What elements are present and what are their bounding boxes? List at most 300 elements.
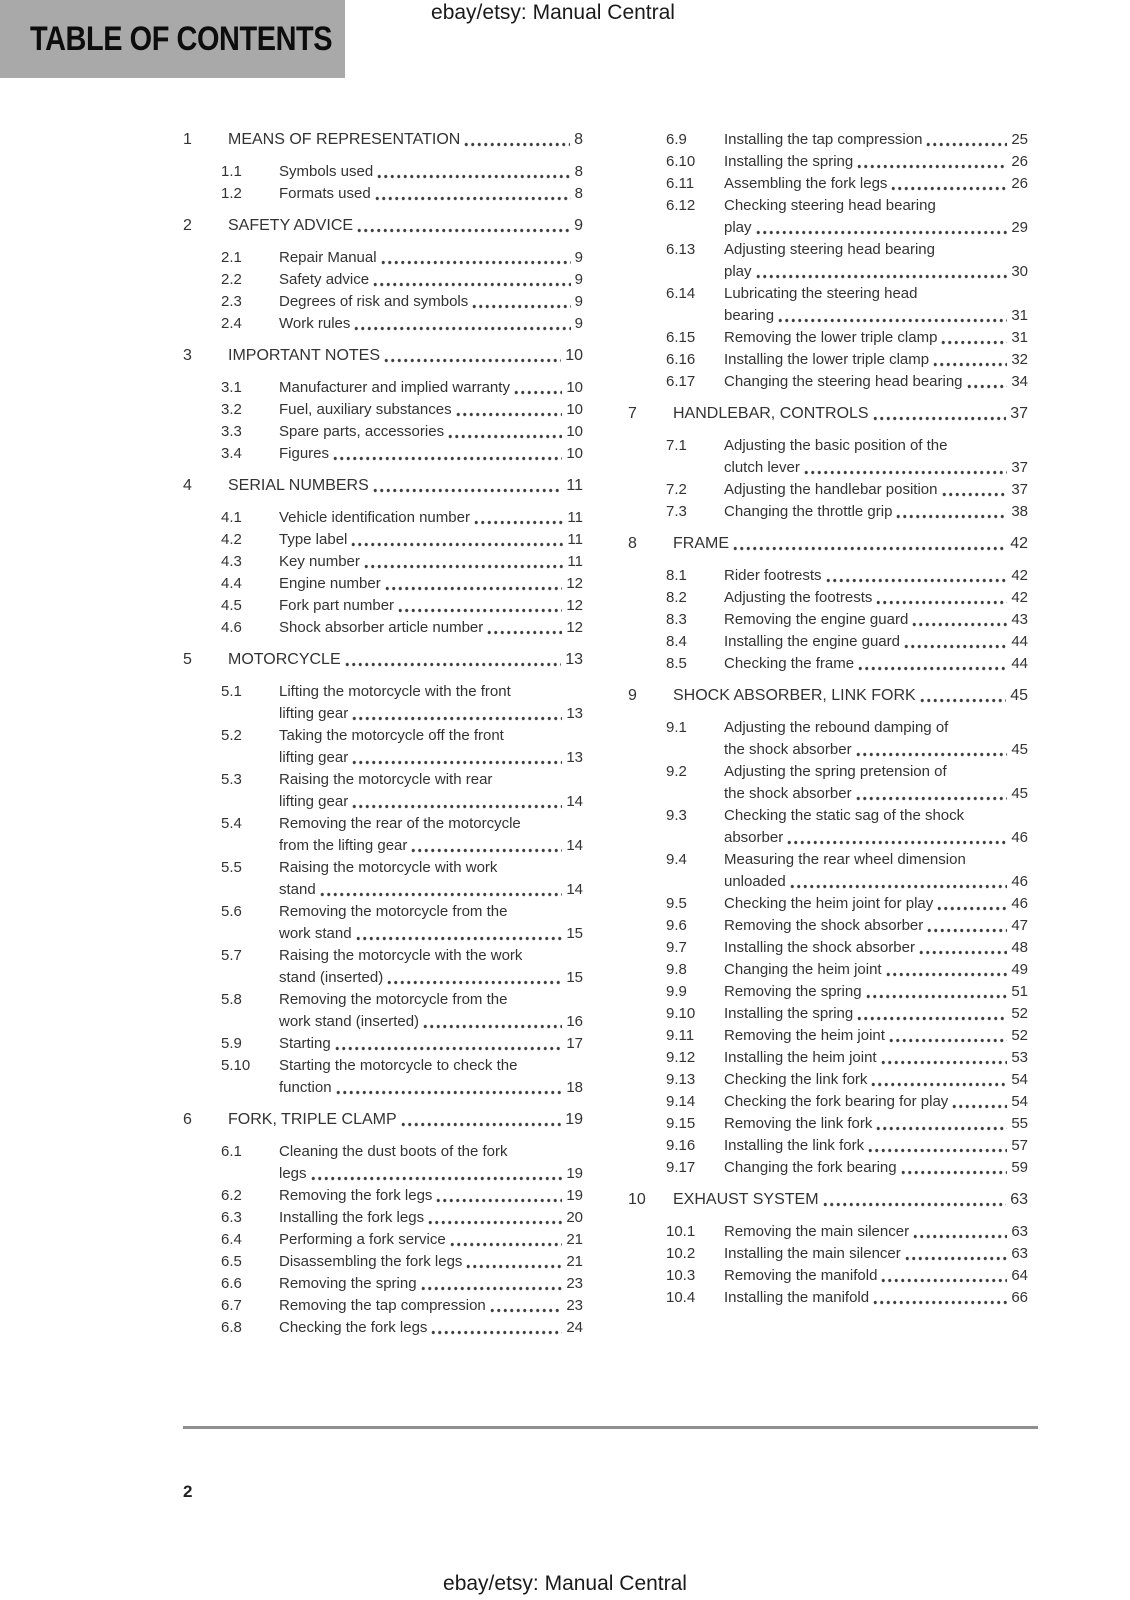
toc-entry-page-number: 59	[1011, 1159, 1028, 1176]
toc-entry-title-line: Installing the link fork	[724, 1137, 865, 1154]
toc-entry-page-number: 55	[1011, 1115, 1028, 1132]
toc-entry-title-line: Installing the main silencer	[724, 1245, 901, 1262]
toc-entry-number: 6	[183, 1111, 192, 1128]
toc-entry-title-line: Adjusting the footrests	[724, 589, 873, 606]
toc-entry-title-line: Installing the lower triple clamp	[724, 351, 930, 368]
toc-entry-number: 6.11	[666, 175, 695, 192]
toc-entry-page-number: 32	[1011, 351, 1028, 368]
toc-entry-title-line: HANDLEBAR, CONTROLS	[673, 405, 869, 422]
toc-entry-body	[279, 901, 583, 945]
toc-entry-body	[724, 1265, 1028, 1287]
dot-leader	[351, 747, 562, 769]
dot-leader	[888, 1025, 1007, 1047]
toc-entry-page-number: 14	[566, 837, 583, 854]
toc-entry-title-line: Removing the motorcycle from the	[279, 903, 508, 920]
toc-entry-number: 9.10	[666, 1005, 696, 1022]
toc-entry-number: 9.3	[666, 807, 687, 824]
toc-entry-title-line: Fork part number	[279, 597, 395, 614]
toc-entry-number: 3.2	[221, 401, 242, 418]
toc-entry-title-line: unloaded	[724, 873, 786, 890]
toc-sub-entry	[183, 857, 583, 901]
toc-entry-number: 10.4	[666, 1289, 696, 1306]
dot-leader	[951, 1091, 1007, 1113]
toc-entry-title-line: work stand (inserted)	[279, 1013, 420, 1030]
toc-entry-number: 6.9	[666, 131, 687, 148]
toc-sub-entry	[183, 291, 583, 313]
toc-entry-title-line: Checking steering head bearing	[724, 197, 936, 214]
toc-entry-title-line: Adjusting the basic position of the	[724, 437, 948, 454]
toc-entry-page-number: 29	[1011, 219, 1028, 236]
toc-entry-number: 1.2	[221, 185, 242, 202]
toc-entry-body	[279, 421, 583, 443]
toc-sub-entry	[628, 1069, 1028, 1091]
toc-sub-entry	[628, 1003, 1028, 1025]
toc-entry-body	[279, 945, 583, 989]
toc-sub-entry	[183, 945, 583, 989]
toc-entry-title-line: Raising the motorcycle with rear	[279, 771, 493, 788]
dot-leader	[940, 327, 1007, 349]
toc-sub-entry	[628, 653, 1028, 675]
toc-entry-number: 5.2	[221, 727, 242, 744]
toc-sub-entry	[628, 327, 1028, 349]
toc-entry-page-number: 45	[1010, 687, 1028, 704]
toc-entry-title-line: Disassembling the fork legs	[279, 1253, 463, 1270]
table-of-contents	[183, 129, 1028, 1339]
dot-leader	[486, 617, 562, 639]
dot-leader	[363, 551, 564, 573]
toc-entry-number: 5.7	[221, 947, 242, 964]
dot-leader	[880, 1047, 1008, 1069]
dot-leader	[755, 261, 1008, 283]
toc-sub-entry	[183, 247, 583, 269]
dot-leader	[420, 1273, 563, 1295]
toc-entry-number: 5.3	[221, 771, 242, 788]
dot-leader	[449, 1229, 563, 1251]
toc-entry-title-line: FORK, TRIPLE CLAMP	[228, 1111, 397, 1128]
toc-entry-page-number: 19	[566, 1165, 583, 1182]
toc-sub-entry	[628, 1091, 1028, 1113]
toc-entry-number: 9.11	[666, 1027, 695, 1044]
dot-leader	[925, 129, 1007, 151]
dot-leader	[332, 443, 562, 465]
dot-leader	[732, 533, 1006, 555]
toc-sub-entry	[183, 1185, 583, 1207]
toc-entry-number: 9.7	[666, 939, 687, 956]
toc-entry-number: 8.2	[666, 589, 687, 606]
toc-entry-title-line: lifting gear	[279, 705, 349, 722]
toc-entry-number: 4.6	[221, 619, 242, 636]
toc-section-entry	[183, 215, 583, 237]
toc-sub-entry	[183, 269, 583, 291]
toc-entry-body	[724, 327, 1028, 349]
dot-leader	[875, 1113, 1007, 1135]
toc-entry-number: 1.1	[221, 163, 242, 180]
toc-entry-body	[724, 937, 1028, 959]
toc-entry-title-line: Figures	[279, 445, 330, 462]
toc-sub-entry	[628, 1287, 1028, 1309]
toc-sub-entry	[183, 1229, 583, 1251]
toc-entry-number: 9.15	[666, 1115, 696, 1132]
toc-sub-entry	[628, 565, 1028, 587]
toc-entry-body	[279, 269, 583, 291]
toc-sub-entry	[628, 915, 1028, 937]
toc-entry-body	[724, 631, 1028, 653]
toc-entry-page-number: 11	[567, 509, 583, 526]
toc-entry-page-number: 34	[1011, 373, 1028, 390]
toc-entry-title-line: work stand	[279, 925, 352, 942]
dot-leader	[374, 183, 571, 205]
toc-entry-page-number: 8	[574, 131, 583, 148]
toc-entry-page-number: 54	[1011, 1093, 1028, 1110]
toc-entry-page-number: 14	[566, 793, 583, 810]
toc-sub-entry	[628, 1221, 1028, 1243]
toc-sub-entry	[628, 239, 1028, 283]
toc-sub-entry	[628, 959, 1028, 981]
toc-sub-entry	[183, 617, 583, 639]
toc-entry-title-line: stand (inserted)	[279, 969, 384, 986]
toc-sub-entry	[628, 761, 1028, 805]
toc-entry-page-number: 63	[1011, 1223, 1028, 1240]
toc-sub-entry	[183, 1317, 583, 1339]
dot-leader	[926, 915, 1007, 937]
toc-entry-body	[279, 183, 583, 205]
toc-entry-body	[724, 1243, 1028, 1265]
toc-entry-page-number: 8	[574, 163, 583, 180]
toc-entry-number: 3.4	[221, 445, 242, 462]
toc-entry-number: 10	[628, 1191, 646, 1208]
toc-entry-page-number: 54	[1011, 1071, 1028, 1088]
toc-entry-body	[228, 1109, 583, 1131]
toc-entry-title-line: Checking the static sag of the shock	[724, 807, 965, 824]
toc-sub-entry	[628, 129, 1028, 151]
toc-entry-page-number: 57	[1011, 1137, 1028, 1154]
toc-entry-page-number: 21	[566, 1253, 583, 1270]
toc-entry-body	[279, 725, 583, 769]
dot-leader	[489, 1295, 563, 1317]
toc-entry-number: 3	[183, 347, 192, 364]
toc-entry-body	[724, 1047, 1028, 1069]
toc-entry-page-number: 46	[1011, 829, 1028, 846]
dot-leader	[777, 305, 1007, 327]
toc-entry-page-number: 42	[1011, 567, 1028, 584]
toc-entry-number: 2.3	[221, 293, 242, 310]
toc-sub-entry	[628, 1113, 1028, 1135]
toc-entry-page-number: 9	[574, 271, 583, 288]
toc-entry-body	[279, 573, 583, 595]
toc-sub-entry	[628, 283, 1028, 327]
dot-leader	[872, 1287, 1007, 1309]
toc-entry-number: 9.1	[666, 719, 687, 736]
dot-leader	[856, 1003, 1007, 1025]
toc-entry-body	[724, 501, 1028, 523]
toc-sub-entry	[628, 805, 1028, 849]
toc-entry-title-line: Removing the shock absorber	[724, 917, 924, 934]
toc-entry-title-line: Installing the spring	[724, 153, 854, 170]
toc-entry-page-number: 10	[566, 445, 583, 462]
toc-entry-title-line: Installing the engine guard	[724, 633, 900, 650]
toc-entry-title-line: the shock absorber	[724, 741, 852, 758]
toc-entry-body	[724, 893, 1028, 915]
toc-sub-entry	[628, 981, 1028, 1003]
dot-leader	[903, 631, 1007, 653]
toc-entry-title-line: Installing the spring	[724, 1005, 854, 1022]
toc-sub-entry	[628, 717, 1028, 761]
toc-entry-body	[673, 403, 1028, 425]
dot-leader	[455, 399, 563, 421]
dot-leader	[350, 529, 563, 551]
toc-entry-number: 9.5	[666, 895, 687, 912]
toc-entry-number: 8.5	[666, 655, 687, 672]
dot-leader	[344, 649, 562, 671]
toc-sub-entry	[183, 507, 583, 529]
toc-entry-body	[724, 609, 1028, 631]
toc-entry-number: 2	[183, 217, 192, 234]
toc-entry-body	[279, 161, 583, 183]
toc-sub-entry	[628, 173, 1028, 195]
toc-entry-title-line: Raising the motorcycle with the work	[279, 947, 523, 964]
toc-entry-body	[228, 475, 583, 497]
toc-entry-title-line: SHOCK ABSORBER, LINK FORK	[673, 687, 916, 704]
toc-sub-entry	[628, 849, 1028, 893]
dot-leader	[867, 1135, 1007, 1157]
toc-entry-title-line: MOTORCYCLE	[228, 651, 341, 668]
toc-entry-title-line: Removing the main silencer	[724, 1223, 910, 1240]
toc-sub-entry	[628, 631, 1028, 653]
toc-entry-page-number: 19	[565, 1111, 583, 1128]
toc-entry-body	[673, 685, 1028, 707]
toc-entry-page-number: 9	[574, 293, 583, 310]
toc-entry-number: 6.4	[221, 1231, 242, 1248]
toc-entry-body	[724, 1025, 1028, 1047]
toc-entry-body	[279, 1185, 583, 1207]
toc-entry-number: 6.5	[221, 1253, 242, 1270]
toc-section-entry	[628, 1189, 1028, 1211]
dot-leader	[376, 161, 570, 183]
toc-entry-page-number: 12	[566, 597, 583, 614]
toc-entry-title-line: Taking the motorcycle off the front	[279, 727, 504, 744]
toc-entry-number: 9.4	[666, 851, 687, 868]
toc-entry-title-line: Engine number	[279, 575, 381, 592]
dot-leader	[463, 129, 570, 151]
toc-entry-number: 6.16	[666, 351, 696, 368]
toc-entry-title-line: Changing the steering head bearing	[724, 373, 963, 390]
toc-entry-title-line: Performing a fork service	[279, 1231, 446, 1248]
toc-entry-page-number: 16	[566, 1013, 583, 1030]
toc-entry-page-number: 53	[1011, 1049, 1028, 1066]
toc-entry-page-number: 43	[1011, 611, 1028, 628]
dot-leader	[334, 1033, 563, 1055]
dot-leader	[880, 1265, 1007, 1287]
toc-entry-body	[279, 1229, 583, 1251]
toc-entry-page-number: 64	[1011, 1267, 1028, 1284]
toc-entry-page-number: 21	[566, 1231, 583, 1248]
toc-entry-body	[279, 313, 583, 335]
toc-entry-title-line: Fuel, auxiliary substances	[279, 401, 452, 418]
toc-entry-number: 5.9	[221, 1035, 242, 1052]
toc-entry-page-number: 26	[1011, 153, 1028, 170]
dot-leader	[890, 173, 1007, 195]
footer-brand-text: ebay/etsy: Manual Central	[443, 1572, 687, 1595]
toc-entry-title-line: Lubricating the steering head	[724, 285, 918, 302]
toc-entry-body	[279, 1317, 583, 1339]
toc-entry-title-line: bearing	[724, 307, 775, 324]
toc-sub-entry	[183, 399, 583, 421]
toc-entry-page-number: 37	[1011, 481, 1028, 498]
dot-leader	[335, 1077, 563, 1099]
toc-entry-body	[724, 349, 1028, 371]
toc-sub-entry	[183, 595, 583, 617]
toc-sub-entry	[183, 813, 583, 857]
toc-entry-body	[724, 1113, 1028, 1135]
toc-entry-number: 10.3	[666, 1267, 696, 1284]
dot-leader	[400, 1109, 562, 1131]
toc-entry-body	[724, 981, 1028, 1003]
toc-entry-body	[279, 1141, 583, 1185]
toc-entry-page-number: 11	[567, 553, 583, 570]
toc-entry-number: 4.5	[221, 597, 242, 614]
toc-entry-page-number: 38	[1011, 503, 1028, 520]
toc-entry-title-line: Removing the tap compression	[279, 1297, 486, 1314]
toc-sub-entry	[183, 551, 583, 573]
toc-entry-title-line: EXHAUST SYSTEM	[673, 1191, 819, 1208]
toc-sub-entry	[183, 573, 583, 595]
toc-entry-title-line: Removing the engine guard	[724, 611, 909, 628]
dot-leader	[351, 703, 562, 725]
toc-entry-number: 5.6	[221, 903, 242, 920]
toc-entry-number: 9.8	[666, 961, 687, 978]
toc-entry-title-line: SAFETY ADVICE	[228, 217, 354, 234]
toc-entry-title-line: Removing the motorcycle from the	[279, 991, 508, 1008]
toc-sub-entry	[183, 1295, 583, 1317]
toc-entry-body	[724, 587, 1028, 609]
toc-entry-body	[279, 1033, 583, 1055]
dot-leader	[857, 653, 1007, 675]
toc-entry-body	[724, 565, 1028, 587]
toc-entry-body	[724, 717, 1028, 761]
toc-entry-body	[724, 173, 1028, 195]
toc-entry-title-line: Measuring the rear wheel dimension	[724, 851, 966, 868]
toc-entry-body	[279, 507, 583, 529]
toc-entry-page-number: 15	[566, 925, 583, 942]
dot-leader	[855, 739, 1008, 761]
toc-entry-title-line: play	[724, 219, 752, 236]
toc-entry-body	[724, 129, 1028, 151]
toc-entry-page-number: 18	[566, 1079, 583, 1096]
toc-entry-title-line: play	[724, 263, 752, 280]
toc-entry-body	[724, 283, 1028, 327]
dot-leader	[936, 893, 1007, 915]
toc-sub-entry	[183, 161, 583, 183]
toc-entry-number: 5.8	[221, 991, 242, 1008]
page-title: TABLE OF CONTENTS	[30, 19, 333, 58]
toc-entry-title-line: Installing the manifold	[724, 1289, 870, 1306]
toc-entry-body	[724, 1135, 1028, 1157]
toc-entry-body	[279, 551, 583, 573]
toc-entry-body	[724, 371, 1028, 393]
toc-entry-page-number: 30	[1011, 263, 1028, 280]
toc-sub-entry	[628, 1135, 1028, 1157]
toc-sub-entry	[628, 1047, 1028, 1069]
toc-section-entry	[183, 649, 583, 671]
toc-sub-entry	[183, 377, 583, 399]
toc-entry-title-line: Adjusting steering head bearing	[724, 241, 935, 258]
toc-entry-body	[673, 1189, 1028, 1211]
toc-entry-number: 6.6	[221, 1275, 242, 1292]
toc-section-entry	[183, 475, 583, 497]
toc-sub-entry	[183, 769, 583, 813]
toc-sub-entry	[628, 195, 1028, 239]
toc-entry-page-number: 52	[1011, 1005, 1028, 1022]
dot-leader	[319, 879, 563, 901]
dot-leader	[422, 1011, 562, 1033]
dot-leader	[310, 1163, 563, 1185]
toc-entry-number: 4.1	[221, 509, 242, 526]
dot-leader	[822, 1189, 1007, 1211]
toc-column-right	[628, 129, 1028, 1339]
toc-entry-number: 8.3	[666, 611, 687, 628]
toc-entry-body	[724, 435, 1028, 479]
toc-entry-title-line: Starting	[279, 1035, 331, 1052]
toc-entry-title-line: Work rules	[279, 315, 351, 332]
toc-entry-body	[279, 377, 583, 399]
toc-entry-page-number: 45	[1011, 741, 1028, 758]
toc-entry-title-line: Lifting the motorcycle with the front	[279, 683, 511, 700]
toc-entry-body	[724, 479, 1028, 501]
dot-leader	[855, 783, 1008, 805]
dot-leader	[353, 313, 570, 335]
toc-entry-number: 9.14	[666, 1093, 696, 1110]
toc-entry-page-number: 31	[1011, 329, 1028, 346]
toc-sub-entry	[183, 1251, 583, 1273]
dot-leader	[803, 457, 1007, 479]
toc-entry-title-line: Changing the heim joint	[724, 961, 882, 978]
toc-entry-title-line: stand	[279, 881, 316, 898]
toc-entry-number: 8.1	[666, 567, 687, 584]
dot-leader	[465, 1251, 562, 1273]
toc-entry-number: 4.3	[221, 553, 242, 570]
toc-sub-entry	[628, 893, 1028, 915]
dot-leader	[870, 1069, 1007, 1091]
toc-entry-title-line: Assembling the fork legs	[724, 175, 888, 192]
toc-entry-page-number: 42	[1010, 535, 1028, 552]
toc-entry-body	[279, 595, 583, 617]
toc-entry-body	[724, 239, 1028, 283]
toc-entry-number: 9.17	[666, 1159, 696, 1176]
toc-sub-entry	[183, 1033, 583, 1055]
toc-entry-body	[724, 959, 1028, 981]
dot-leader	[355, 923, 563, 945]
toc-entry-number: 6.15	[666, 329, 696, 346]
toc-entry-page-number: 45	[1011, 785, 1028, 802]
dot-leader	[895, 501, 1007, 523]
toc-entry-number: 4.4	[221, 575, 242, 592]
toc-entry-title-line: Removing the rear of the motorcycle	[279, 815, 521, 832]
toc-entry-number: 6.7	[221, 1297, 242, 1314]
toc-entry-title-line: Checking the link fork	[724, 1071, 868, 1088]
toc-sub-entry	[628, 1265, 1028, 1287]
toc-entry-title-line: Removing the spring	[724, 983, 862, 1000]
toc-entry-page-number: 42	[1011, 589, 1028, 606]
dot-leader	[872, 403, 1007, 425]
toc-sub-entry	[183, 901, 583, 945]
toc-entry-number: 5	[183, 651, 192, 668]
toc-sub-entry	[628, 371, 1028, 393]
toc-entry-body	[724, 1287, 1028, 1309]
dot-leader	[384, 573, 563, 595]
dot-leader	[786, 827, 1007, 849]
toc-entry-page-number: 63	[1011, 1245, 1028, 1262]
toc-sub-entry	[628, 479, 1028, 501]
